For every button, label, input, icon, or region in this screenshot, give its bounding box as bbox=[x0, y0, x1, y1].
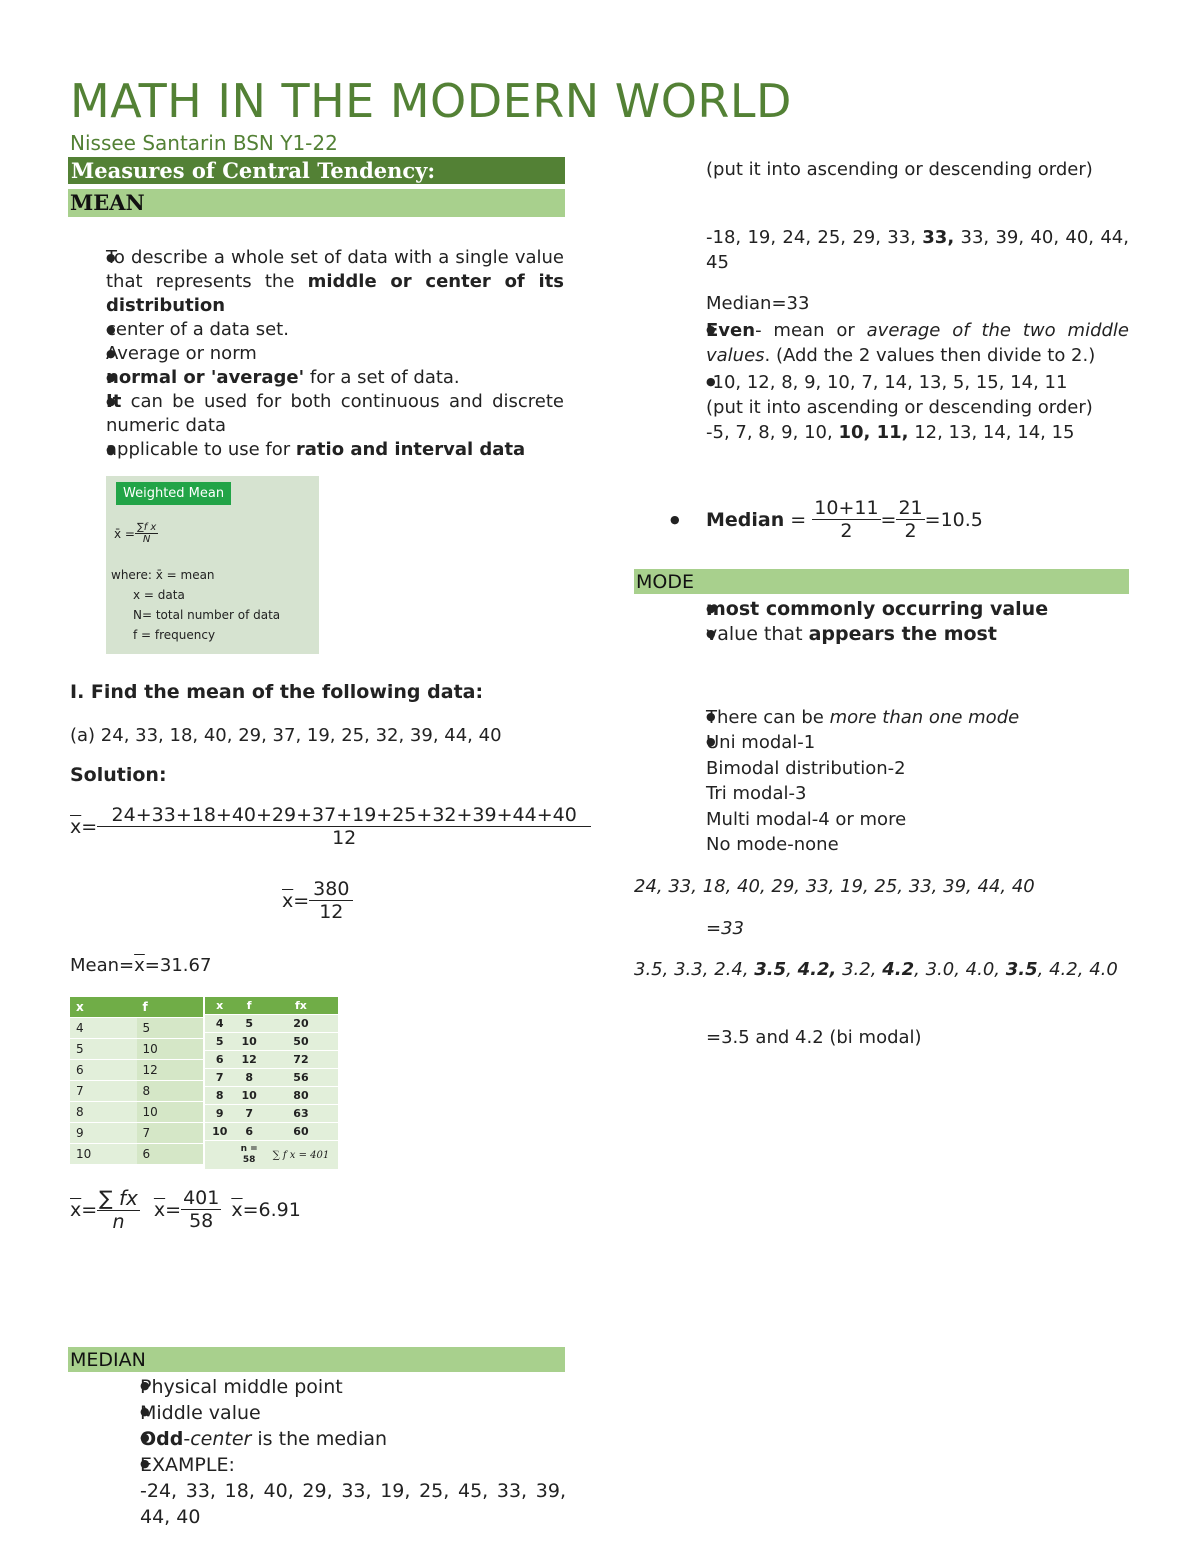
where-frequency: f = frequency bbox=[133, 628, 216, 642]
table-cell: 10 bbox=[70, 1144, 137, 1165]
where-total: N= total number of data bbox=[133, 608, 281, 622]
table-n-cell: n = 58 bbox=[234, 1141, 263, 1170]
table-row bbox=[205, 1105, 338, 1123]
table-cell: 7 bbox=[70, 1081, 137, 1102]
table-row bbox=[205, 1015, 338, 1033]
mode-example-2: 3.5, 3.3, 2.4, 3.5, 4.2, 3.2, 4.2, 3.0, 4.0, 3.5, 4.2, 4.0 bbox=[634, 959, 1118, 980]
table-cell: 20 bbox=[264, 1015, 338, 1033]
table-header-row bbox=[205, 997, 338, 1015]
table-cell: 72 bbox=[264, 1051, 338, 1069]
mean-bullets bbox=[70, 246, 564, 462]
where-mean: where: x̄ = mean bbox=[111, 568, 215, 582]
sort-note: (put it into ascending or descending order) bbox=[706, 159, 1093, 180]
list-item: ● -10, 12, 8, 9, 10, 7, 14, 13, 5, 15, 14, 11 (put it into ascending or descending order) -5, 7, 8, 9, 10, 10, 11, 12, 13, 14, 14, 15 bbox=[670, 370, 1129, 445]
table-sum-cell: ∑ f x = 401 bbox=[264, 1141, 338, 1170]
table-cell: 5 bbox=[70, 1039, 137, 1060]
table-cell: 12 bbox=[234, 1051, 263, 1069]
table-cell: 9 bbox=[205, 1105, 234, 1123]
table-cell: 8 bbox=[234, 1069, 263, 1087]
table-cell: 8 bbox=[205, 1087, 234, 1105]
mode-header: MODE bbox=[634, 569, 1129, 594]
table-cell: 6 bbox=[137, 1144, 204, 1165]
where-data: x = data bbox=[133, 588, 185, 602]
frequency-table bbox=[70, 997, 203, 1164]
table-cell: 6 bbox=[70, 1060, 137, 1081]
table-cell: 5 bbox=[137, 1018, 204, 1039]
author-line: Nissee Santarin BSN Y1-22 bbox=[70, 131, 338, 155]
table-header-cell: f bbox=[234, 997, 263, 1015]
list-item: ● center of a data set. bbox=[70, 318, 564, 342]
table-cell: 10 bbox=[137, 1039, 204, 1060]
table-cell: 10 bbox=[205, 1123, 234, 1141]
table-row bbox=[205, 1033, 338, 1051]
problem-heading: I. Find the mean of the following data: bbox=[70, 681, 484, 703]
list-item: ● applicable to use for ratio and interval data bbox=[70, 438, 564, 462]
table-cell: 5 bbox=[234, 1015, 263, 1033]
median-even-bullets bbox=[670, 318, 1129, 445]
weighted-mean-equation: $\overline{x}$ = $\frac{\sum fx}{n}$ $\overline{x}$ = $\frac{401}{58}$ $\overline{x}$ =6.91 bbox=[70, 1186, 301, 1233]
weighted-mean-label: Weighted Mean bbox=[116, 482, 231, 505]
table-cell: 6 bbox=[205, 1051, 234, 1069]
table-cell: 7 bbox=[205, 1069, 234, 1087]
table-cell: 56 bbox=[264, 1069, 338, 1087]
list-item: ● Middle value bbox=[104, 1400, 566, 1426]
table-row bbox=[70, 1102, 203, 1123]
list-item: ● To describe a whole set of data with a single value that represents the middle or center of its distribution bbox=[70, 246, 564, 318]
list-item: ● Average or norm bbox=[70, 342, 564, 366]
sorted-data: -18, 19, 24, 25, 29, 33, 33, 33, 39, 40, 40, 44, 45 bbox=[706, 227, 1129, 273]
table-row bbox=[70, 1144, 203, 1165]
table-cell: 80 bbox=[264, 1087, 338, 1105]
list-item: ● Odd-center is the median bbox=[104, 1426, 566, 1452]
list-item: ● EXAMPLE: -24, 33, 18, 40, 29, 33, 19, 25, 45, 33, 39, 44, 40 bbox=[104, 1452, 566, 1530]
table-row bbox=[205, 1069, 338, 1087]
table-row bbox=[70, 1123, 203, 1144]
table-header-row bbox=[70, 997, 203, 1018]
table-row bbox=[205, 1087, 338, 1105]
mode-example-2-result: =3.5 and 4.2 (bi modal) bbox=[706, 1027, 922, 1048]
table-cell: 4 bbox=[205, 1015, 234, 1033]
mean-equation-1: $\overline{x}$ = $\frac{24+33+18+40+29+37+19+25+32+39+44+40}{12}$ bbox=[70, 804, 591, 849]
frequency-product-table bbox=[205, 997, 338, 1169]
weighted-mean-formula: x̄ = $\frac{\text{∑f x}}{N}$ bbox=[114, 522, 157, 545]
table-cell: 63 bbox=[264, 1105, 338, 1123]
table-cell: 7 bbox=[234, 1105, 263, 1123]
list-item: ● It can be used for both continuous and discrete numeric data bbox=[70, 390, 564, 438]
table-row bbox=[205, 1123, 338, 1141]
list-item: ● value that appears the most bbox=[670, 622, 1129, 647]
mode-example-1-result: =33 bbox=[706, 918, 744, 939]
table-cell: 7 bbox=[137, 1123, 204, 1144]
table-row bbox=[205, 1051, 338, 1069]
table-header-cell: x bbox=[205, 997, 234, 1015]
table-header-cell: fx bbox=[264, 997, 338, 1015]
page-title: MATH IN THE MODERN WORLD bbox=[70, 74, 792, 128]
median-bullets bbox=[104, 1374, 566, 1530]
table-cell: 9 bbox=[70, 1123, 137, 1144]
table-header-cell: x bbox=[70, 997, 137, 1018]
table-cell: 60 bbox=[264, 1123, 338, 1141]
table-cell: 50 bbox=[264, 1033, 338, 1051]
table-row bbox=[70, 1060, 203, 1081]
solution-label: Solution: bbox=[70, 764, 167, 786]
table-cell: 10 bbox=[234, 1087, 263, 1105]
table-cell: 8 bbox=[137, 1081, 204, 1102]
mean-result: $Mean=\overline{x}=31.67$ bbox=[70, 955, 212, 976]
table-cell: 10 bbox=[137, 1102, 204, 1123]
table-cell: 6 bbox=[234, 1123, 263, 1141]
weighted-mean-box bbox=[106, 476, 319, 654]
list-item: ● normal or 'average' for a set of data. bbox=[70, 366, 564, 390]
list-item: ● Even- mean or average of the two middle values. (Add the 2 values then divide to 2.) bbox=[670, 318, 1129, 368]
list-item: ● There can be more than one mode bbox=[670, 705, 1129, 730]
list-item: ● most commonly occurring value bbox=[670, 597, 1129, 622]
table-cell: 10 bbox=[234, 1033, 263, 1051]
problem-data: (a) 24, 33, 18, 40, 29, 37, 19, 25, 32, 39, 44, 40 bbox=[70, 725, 502, 746]
mode-bullets bbox=[670, 597, 1129, 647]
median-header: MEDIAN bbox=[68, 1347, 565, 1372]
list-item: ● Physical middle point bbox=[104, 1374, 566, 1400]
table-row bbox=[70, 1081, 203, 1102]
table-cell: 5 bbox=[205, 1033, 234, 1051]
mean-equation-2: $\overline{x}$ = $\frac{380}{12}$ bbox=[282, 878, 353, 923]
table-row bbox=[70, 1039, 203, 1060]
table-cell: 4 bbox=[70, 1018, 137, 1039]
mode-example-1: 24, 33, 18, 40, 29, 33, 19, 25, 33, 39, 44, 40 bbox=[634, 876, 1035, 897]
table-total-row bbox=[205, 1141, 338, 1170]
median-even-formula: ● Median = $\frac{10+11}{2}$ = $\frac{21}{2}$ =10.5 bbox=[670, 497, 983, 542]
mode-types-bullets bbox=[670, 705, 1129, 858]
table-cell: 12 bbox=[137, 1060, 204, 1081]
table-header-cell: f bbox=[137, 997, 204, 1018]
mean-header: MEAN bbox=[68, 189, 565, 217]
median-odd-result: Median=33 bbox=[706, 293, 810, 314]
table-cell: 8 bbox=[70, 1102, 137, 1123]
section-header: Measures of Central Tendency: bbox=[68, 157, 565, 184]
table-row bbox=[70, 1018, 203, 1039]
list-item: ● Uni modal-1 Bimodal distribution-2 Tri modal-3 Multi modal-4 or more No mode-none bbox=[670, 730, 1129, 858]
